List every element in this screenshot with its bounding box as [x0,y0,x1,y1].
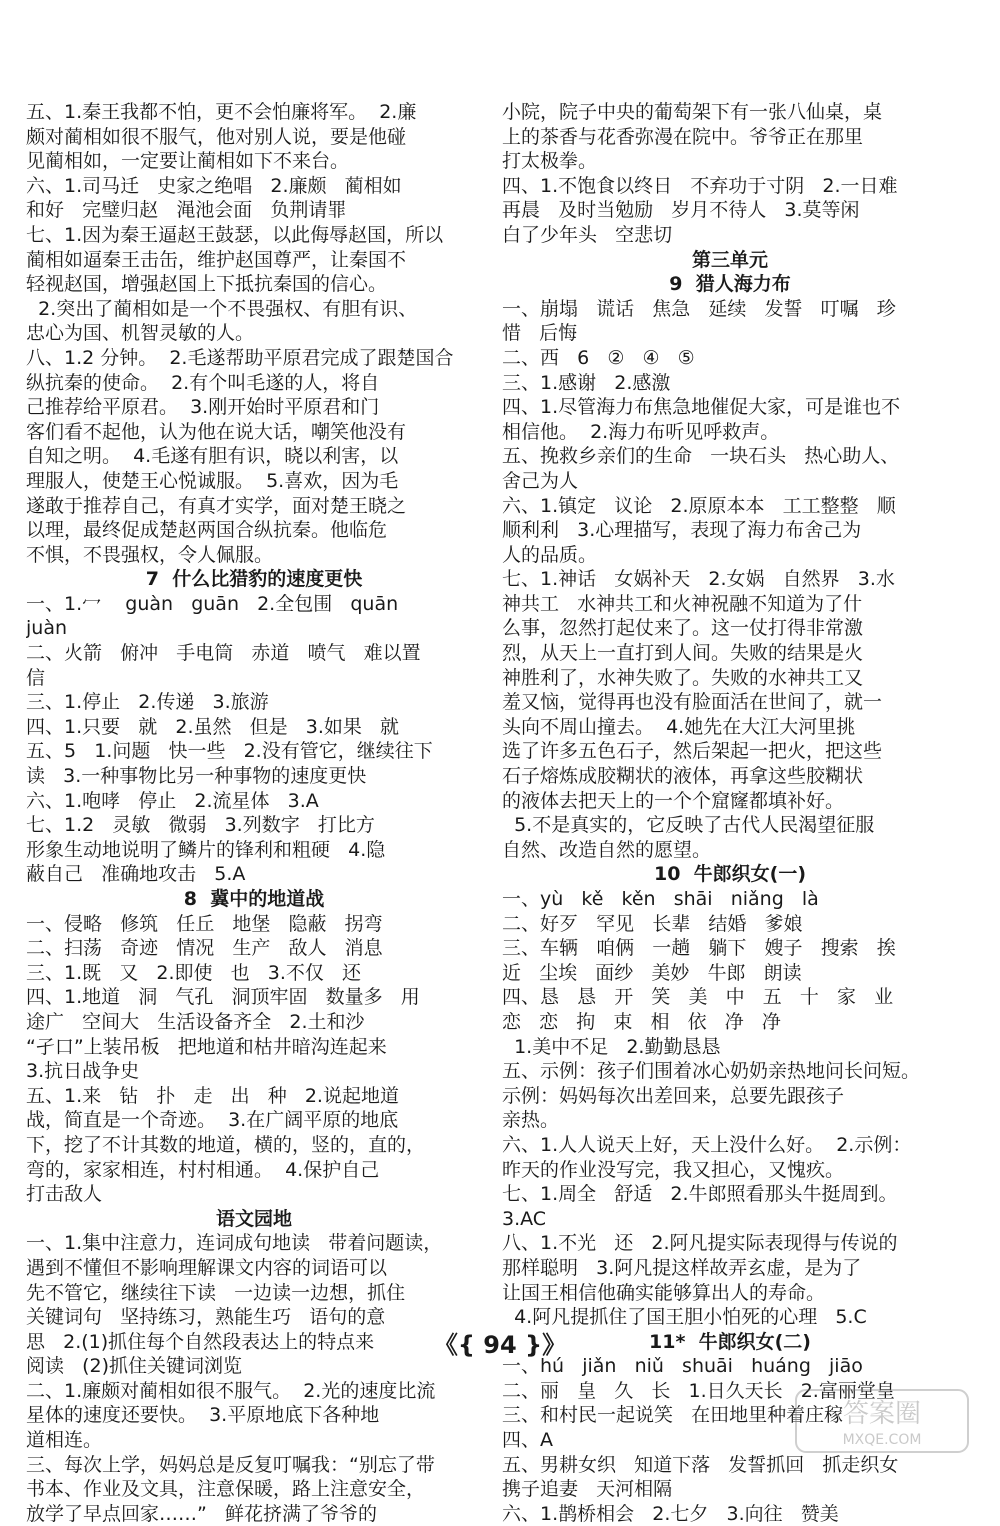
answer-line: 蔽自己 准确地攻击 5.A [26,863,246,886]
answer-line: 五、挽救乡亲们的生命 一块石头 热心助人、 [502,445,900,468]
answer-line: 头向不周山撞去。 4.她先在大江大河里挑 [502,715,856,738]
answer-line: 三、1.感谢 2.感激 [502,371,671,394]
answer-line: 战，简直是一个奇迹。 3.在广阔平原的地底 [26,1109,399,1132]
answer-line: 下，挖了不计其数的地道，横的，竖的，直的， [26,1133,426,1156]
section-heading: 9 猎人海力布 [669,273,791,296]
answer-line: 六、1.司马迁 史家之绝唱 2.廉颇 蔺相如 [26,174,402,197]
answer-line: 二、扫荡 奇迹 情况 生产 敌人 消息 [26,937,383,960]
answer-line: 再晨 及时当勉励 岁月不待人 3.莫等闲 [502,199,860,222]
answer-line: 和好 完璧归赵 渑池会面 负荆请罪 [26,199,347,222]
answer-line: 二、1.廉颇对蔺相如很不服气。 2.光的速度比流 [26,1379,436,1402]
answer-line: 道相连。 [26,1429,103,1452]
answer-line: 羞又恼，觉得再也没有脸面活在世间了，就一 [502,691,883,714]
answer-line: 相信他。 2.海力布听见呼救声。 [502,420,780,443]
answer-line: 四、1.只要 就 2.虽然 但是 3.如果 就 [26,715,399,738]
answer-line: 惜 后悔 [502,322,578,345]
answer-line: 信 [26,666,46,689]
answer-line: 六、1.咆哮 停止 2.流星体 3.A [26,789,319,812]
answer-line: 读 3.一种事物比另一种事物的速度更快 [26,765,367,788]
answer-line: 八、1.不光 还 2.阿凡提实际表现得与传说的 [502,1232,898,1255]
answer-line: 昨天的作业没写完，我又担心，又愧疚。 [502,1158,845,1181]
answer-line: 打击敌人 [26,1183,103,1206]
answer-line: 自知之明。 4.毛遂有胆有识，晓以利害，以 [26,445,399,468]
page-number: 《{ 94 }》 [433,1331,567,1359]
watermark-title: 答案圈 [842,1399,922,1429]
answer-line: 4.阿凡提抓住了国王胆小怕死的心理 5.C [502,1306,867,1329]
answer-line: 书本、作业及文具，注意保暖，路上注意安全， [26,1478,426,1501]
answer-line: 亲热。 [502,1109,560,1132]
answer-line: 三、1.既 又 2.即使 也 3.不仅 还 [26,961,361,984]
answer-line: 七、1.2 灵敏 微弱 3.列数字 打比方 [26,814,375,837]
answer-line: 舍己为人 [502,469,579,492]
answer-line: 1.美中不足 2.勤勤恳恳 [502,1035,721,1058]
answer-line: 三、1.停止 2.传递 3.旅游 [26,691,269,714]
answer-line: 自然、改造自然的愿望。 [502,838,712,861]
answer-line: 三、车辆 咱俩 一趟 躺下 嫂子 搜索 挨 [502,937,896,960]
answer-line: 近 尘埃 面纱 美妙 牛郎 朗读 [502,961,802,984]
answer-line: 5.不是真实的，它反映了古代人民渴望征服 [502,814,875,837]
answer-line: 三、每次上学，妈妈总是反复叮嘱我：“别忘了带 [26,1453,435,1476]
answer-line: 七、1.周全 舒适 2.牛郎照看那头牛挺周到。 [502,1183,898,1206]
answer-line: 神胜利了，水神失败了。失败的水神共工又 [502,666,864,689]
answer-line: 二、好歹 罕见 长辈 结婚 爹娘 [502,912,803,935]
answer-line: 八、1.2 分钟。 2.毛遂帮助平原君完成了跟楚国合 [26,346,454,369]
answer-line: juàn [26,617,68,640]
answer-line: 放学了早点回家……” 鲜花挤满了爷爷的 [26,1502,377,1525]
answer-line: “孑口”上装吊板 把地道和枯井暗沟连起来 [26,1035,387,1058]
answer-line: 五、1.秦王我都不怕，更不会怕廉将军。 2.廉 [26,101,417,123]
answer-line: 人的品质。 [502,543,598,566]
answer-line: 四、A [502,1429,553,1452]
section-heading: 语文园地 [215,1207,292,1230]
answer-line: 四、1.尽管海力布焦急地催促大家，可是谁也不 [502,396,901,419]
answer-line: 五、1.来 钻 扑 走 出 种 2.说起地道 [26,1084,399,1107]
answer-line: 那样聪明 3.阿凡提这样故弄玄虚，是为了 [502,1256,862,1279]
answer-line: 遇到不懂但不影响理解课文内容的词语可以 [26,1256,388,1279]
answer-line: 五、示例：孩子们围着冰心奶奶亲热地问长问短。 [502,1060,921,1083]
answer-line: 3.AC [502,1207,547,1230]
answer-line: 示例：妈妈每次出差回来，总要先跟孩子 [502,1084,845,1107]
answer-line: 己推荐给平原君。 3.刚开始时平原君和门 [26,396,380,419]
answer-line: 三、和村民一起说笑 在田地里种着庄稼 [502,1404,844,1427]
answer-line: 上的茶香与花香弥漫在院中。爷爷正在那里 [502,125,864,148]
answer-line: 二、丽 皇 久 长 1.日久天长 2.富丽堂皇 [502,1379,895,1402]
answer-line: 五、男耕女织 知道下落 发誓抓回 抓走织女 [502,1453,899,1476]
answer-line: 遂敢于推荐自己，有真才实学，面对楚王晓之 [26,494,407,517]
answer-line: 让国王相信他确实能够算出人的寿命。 [502,1281,826,1304]
answer-line: 一、hú jiǎn niǔ shuāi huáng jiāo [502,1355,863,1378]
answer-line: 途广 空间大 生活设备齐全 2.土和沙 [26,1010,365,1033]
section-heading: 10 牛郎织女(一) [653,863,807,886]
answer-line: 顺利利 3.心理描写，表现了海力布舍己为 [502,519,862,542]
answer-line: 理服人，使楚王心悦诚服。 5.喜欢，因为毛 [26,469,399,492]
section-heading: 8 冀中的地道战 [183,888,325,910]
answer-line: 一、1.集中注意力，连词成句地读 带着问题读， [26,1232,443,1255]
answer-line: 关键词句 坚持练习，熟能生巧 语句的意 [26,1306,386,1329]
answer-line: 以理，最终促成楚赵两国合纵抗秦。他临危 [26,519,388,542]
answer-line: 四、恳 恳 开 笑 美 中 五 十 家 业 [502,986,894,1009]
answer-line: 四、1.不饱食以终日 不弃功于寸阴 2.一日难 [502,174,898,197]
answer-line: 客们看不起他，认为他在说大话，嘲笑他没有 [26,420,407,443]
answer-line: 携子追妻 天河相隔 [502,1478,673,1501]
answer-line: 2.突出了蔺相如是一个不畏强权、有胆有识、 [26,297,418,320]
left-column [26,100,482,1526]
section-heading: 11* 牛郎织女(二) [649,1330,811,1353]
answer-line: 见蔺相如，一定要让蔺相如下不来台。 [26,150,350,173]
watermark-logo [794,1388,970,1454]
answer-line: 七、1.因为秦王逼赵王鼓瑟，以此侮辱赵国，所以 [26,223,444,246]
answer-line: 一、1.冖 guàn guān 2.全包围 quān [26,592,399,615]
answer-line: 一、侵略 修筑 任丘 地堡 隐蔽 拐弯 [26,912,383,935]
answer-line: 不惧，不畏强权，令人佩服。 [26,543,274,566]
answer-line: 一、崩塌 谎话 焦急 延续 发誓 叮嘱 珍 [502,297,896,320]
answer-line: 四、1.地道 洞 气孔 洞顶牢固 数量多 用 [26,986,420,1009]
answer-line: 思 2.(1)抓住每个自然段表达上的特点来 [26,1330,375,1353]
answer-line: 3.抗日战争史 [26,1060,140,1083]
answer-line: 打太极拳。 [502,150,598,173]
answer-line: 石子熔炼成胶糊状的液体，再拿这些胶糊状 [502,765,864,788]
answer-line: 小院，院子中央的葡萄架下有一张八仙桌，桌 [502,101,883,123]
answer-line: 五、5 1.问题 快一些 2.没有管它，继续往下 [26,740,433,763]
right-column [502,100,958,1526]
answer-line: 白了少年头 空悲切 [502,223,673,246]
answer-line: 阅读 (2)抓住关键词浏览 [26,1355,243,1378]
answer-line: 烈，从天上一直打到人间。失败的结果是火 [502,642,864,665]
watermark-subtitle: MXQE.COM [842,1432,922,1448]
section-heading: 7 什么比猎豹的速度更快 [145,568,363,591]
answer-line: 六、1.人人说天上好，天上没什么好。 2.示例： [502,1133,912,1156]
answer-line: 星体的速度还要快。 3.平原地底下各种地 [26,1404,380,1427]
answer-line: 蔺相如逼秦王击缶，维护赵国尊严，让秦国不 [26,248,407,271]
answer-line: 六、1.鹊桥相会 2.七夕 3.向往 赞美 [502,1502,839,1525]
answer-line: 二、西 6 ② ④ ⑤ [502,346,695,369]
answer-line: 忠心为国、机智灵敏的人。 [26,322,255,345]
answer-line: 颇对蔺相如很不服气，他对别人说，要是他碰 [26,125,407,148]
answer-line: 先不管它，继续往下读 一边读一边想，抓住 [26,1281,406,1304]
answer-line: 七、1.神话 女娲补天 2.女娲 自然界 3.水 [502,568,895,591]
answer-line: 一、yù kě kěn shāi niǎng là [502,888,819,910]
section-heading: 第三单元 [691,248,768,271]
answer-line: 形象生动地说明了鳞片的锋利和粗硬 4.隐 [26,838,386,861]
answer-line: 弯的，家家相连，村村相通。 4.保护自己 [26,1158,380,1181]
answer-line: 神共工 水神共工和火神祝融不知道为了什 [502,592,863,615]
answer-line: 六、1.镇定 议论 2.原原本本 工工整整 顺 [502,494,896,517]
answer-line: 纵抗秦的使命。 2.有个叫毛遂的人，将自 [26,371,380,394]
answer-line: 二、火箭 俯冲 手电筒 赤道 喷气 难以置 [26,642,421,665]
answer-line: 选了许多五色石子，然后架起一把火，把这些 [502,740,883,763]
answer-line: 的液体去把天上的一个个窟窿都填补好。 [502,789,845,812]
answer-line: 恋 恋 拘 束 相 依 净 净 [502,1010,781,1033]
answer-line: 轻视赵国，增强赵国上下抵抗秦国的信心。 [26,273,388,296]
answer-line: 么事，忽然打起仗来了。这一仗打得非常激 [502,617,864,640]
